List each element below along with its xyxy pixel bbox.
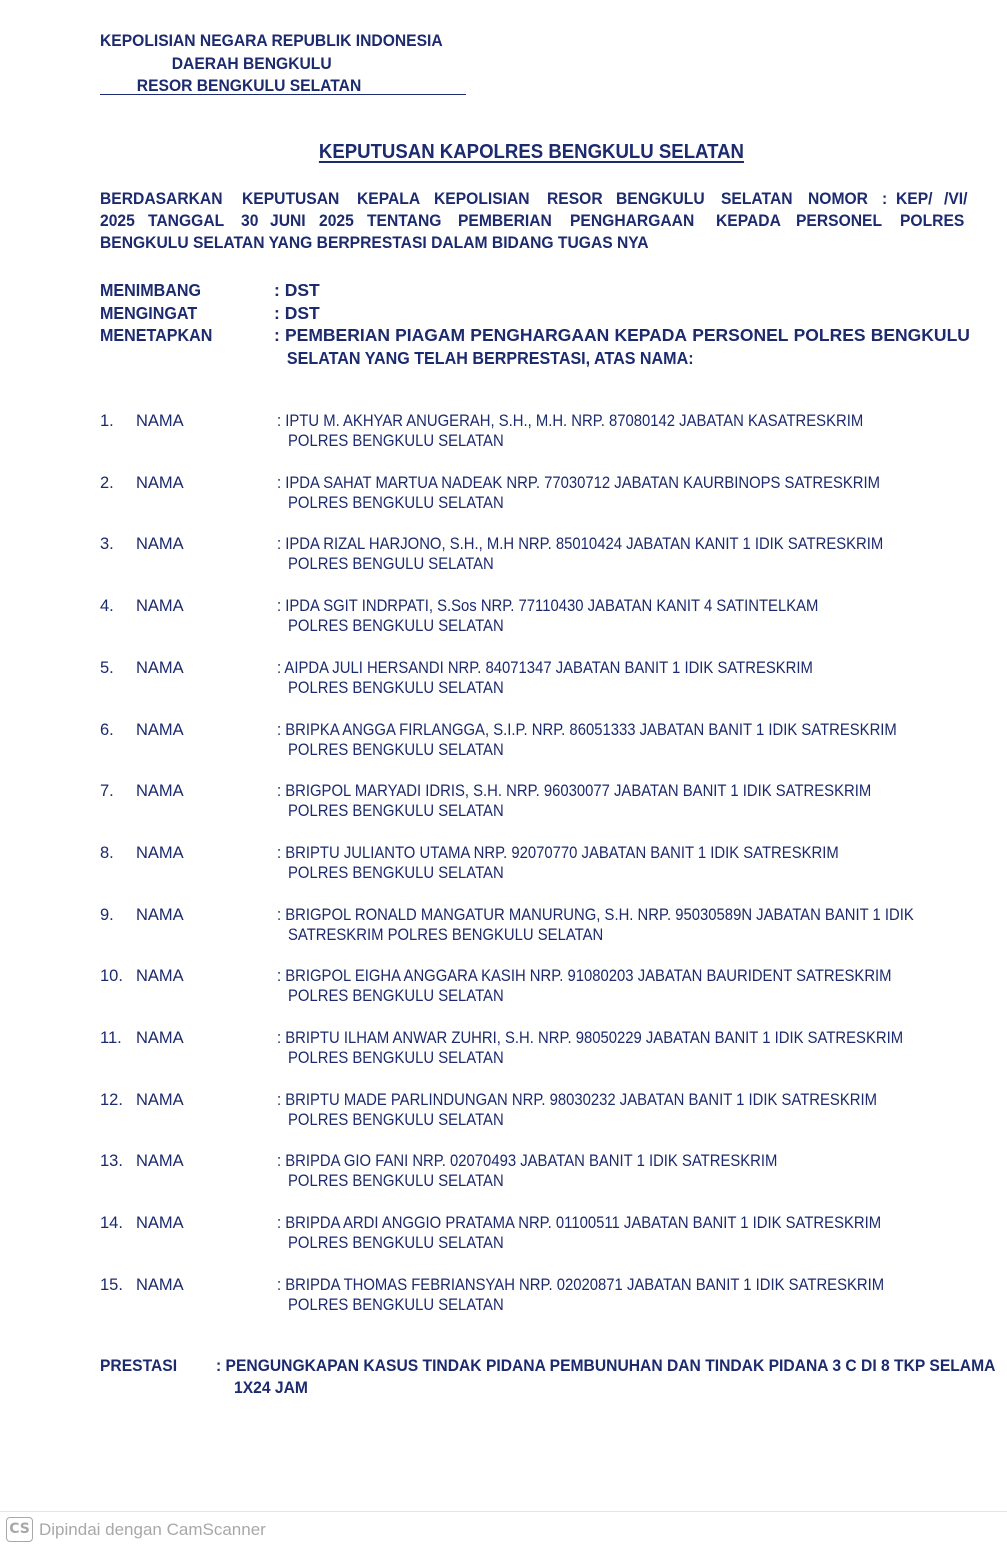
personnel-detail-line-2: POLRES BENGKULU SELATAN [288,1172,504,1190]
document-title [0,141,1007,164]
personnel-label: NAMA [136,1091,184,1109]
prestasi-label: PRESTASI [100,1356,178,1375]
personnel-label: NAMA [136,1152,184,1170]
pre-line1-word: BERDASARKAN [100,189,223,208]
pre-line1-word: KEPUTUSAN [241,189,340,208]
pre-line2-word: PENGHARGAAN [570,211,695,230]
pre-line1-word: /VI/ [944,189,968,208]
personnel-number: 11. [100,1029,122,1047]
camscanner-text: Dipindai dengan CamScanner [39,1519,266,1539]
personnel-detail-line-2: POLRES BENGKULU SELATAN [288,1111,504,1129]
personnel-number: 9. [100,906,114,924]
prestasi-value-line-1: : PENGUNGKAPAN KASUS TINDAK PIDANA PEMBUNUHAN DAN TINDAK PIDANA 3 C DI 8 TKP SELAMA [216,1356,996,1375]
pre-line2-word: PEMBERIAN [458,211,552,230]
letterhead-line-1: KEPOLISIAN NEGARA REPUBLIK INDONESIA [100,31,443,50]
personnel-detail-line-2: POLRES BENGKULU SELATAN [288,864,504,882]
mengingat-row [100,302,970,325]
menetapkan-line1-word: PENGHARGAAN [470,325,610,345]
personnel-detail-line-2: POLRES BENGULU SELATAN [288,555,494,573]
personnel-number: 12. [100,1091,123,1109]
personnel-number: 8. [100,844,114,862]
personnel-label: NAMA [136,412,184,430]
personnel-detail-line-1: : BRIGPOL EIGHA ANGGARA KASIH NRP. 91080203 JABATAN BAURIDENT SATRESKRIM [277,967,892,985]
personnel-label: NAMA [136,967,184,985]
pre-line2-word: TANGGAL [148,211,225,230]
personnel-number: 4. [100,597,114,615]
personnel-number: 5. [100,659,114,677]
personnel-detail-line-1: : BRIGPOL RONALD MANGATUR MANURUNG, S.H. NRP. 95030589N JABATAN BANIT 1 IDIK [277,906,914,924]
personnel-label: NAMA [136,535,184,553]
menetapkan-line1-word: PIAGAM [395,325,466,345]
personnel-detail-line-1: : BRIGPOL MARYADI IDRIS, S.H. NRP. 96030077 JABATAN BANIT 1 IDIK SATRESKRIM [277,782,872,800]
pre-line1-word: RESOR [546,189,603,208]
pre-line1-word: SELATAN [721,189,793,208]
letterhead-line-2: DAERAH BENGKULU [171,53,332,73]
personnel-label: NAMA [136,1214,184,1232]
personnel-detail-line-1: : BRIPTU ILHAM ANWAR ZUHRI, S.H. NRP. 98050229 JABATAN BANIT 1 IDIK SATRESKRIM [277,1029,904,1047]
menimbang-row [100,279,970,302]
personnel-detail-line-1: : IPTU M. AKHYAR ANUGERAH, S.H., M.H. NRP. 87080142 JABATAN KASATRESKRIM [277,412,864,430]
menetapkan-line1-word: KEPADA [614,325,688,345]
menetapkan-row [100,324,970,369]
preamble-line-3-text: BENGKULU SELATAN YANG BERPRESTASI DALAM BIDANG TUGAS NYA [100,233,649,252]
menetapkan-line-1 [274,324,970,347]
pre-line1-word: KEPOLISIAN [433,189,530,208]
personnel-label: NAMA [136,474,184,492]
document-title-text: KEPUTUSAN KAPOLRES BENGKULU SELATAN [318,141,744,163]
personnel-number: 6. [100,721,114,739]
preamble-line-3 [100,232,970,254]
pre-line2-word: KEPADA [715,211,781,230]
pre-line1-word: KEP/ [895,189,933,208]
footer-divider [0,1511,1007,1512]
letterhead [100,30,466,98]
menetapkan-label: MENETAPKAN [100,325,213,345]
personnel-detail-line-1: : BRIPTU MADE PARLINDUNGAN NRP. 98030232 JABATAN BANIT 1 IDIK SATRESKRIM [277,1091,877,1109]
personnel-detail-line-1: : BRIPDA ARDI ANGGIO PRATAMA NRP. 01100511 JABATAN BANIT 1 IDIK SATRESKRIM [277,1214,882,1232]
mengingat-label: MENGINGAT [100,302,198,323]
personnel-detail-line-2: POLRES BENGKULU SELATAN [288,802,504,820]
personnel-detail-line-2: POLRES BENGKULU SELATAN [288,1234,504,1252]
pre-line1-word: BENGKULU [615,189,705,208]
menimbang-label: MENIMBANG [100,280,202,300]
personnel-number: 15. [100,1276,123,1294]
personnel-label: NAMA [136,659,184,677]
preamble-line-2 [100,210,970,232]
personnel-label: NAMA [136,906,184,924]
personnel-detail-line-1: : IPDA SGIT INDRPATI, S.Sos NRP. 77110430 JABATAN KANIT 4 SATINTELKAM [277,597,819,615]
pre-line2-word: 30 [241,211,259,230]
menetapkan-line-2: SELATAN YANG TELAH BERPRESTASI, ATAS NAMA: [286,347,694,368]
letterhead-underline [100,94,466,95]
personnel-detail-line-1: : BRIPDA GIO FANI NRP. 02070493 JABATAN BANIT 1 IDIK SATRESKRIM [277,1152,778,1170]
letterhead-line-3: RESOR BENGKULU SELATAN [136,76,362,95]
pre-line1-word: : [881,189,887,208]
pre-line2-word: TENTANG [367,211,442,230]
personnel-number: 2. [100,474,114,492]
personnel-detail-line-1: : IPDA RIZAL HARJONO, S.H., M.H NRP. 85010424 JABATAN KANIT 1 IDIK SATRESKRIM [277,535,884,553]
decision-section [100,279,970,369]
menetapkan-line1-word: POLRES [793,325,866,345]
menetapkan-line1-word: : [274,325,280,345]
pre-line2-word: PERSONEL [796,211,883,230]
personnel-detail-line-2: POLRES BENGKULU SELATAN [288,1049,504,1067]
camscanner-logo-icon: CS [6,1517,33,1542]
personnel-detail-line-2: POLRES BENGKULU SELATAN [288,432,504,450]
personnel-label: NAMA [136,782,184,800]
menetapkan-value [274,324,970,369]
personnel-number: 10. [100,967,123,985]
personnel-label: NAMA [136,844,184,862]
personnel-label: NAMA [136,597,184,615]
personnel-detail-line-1: : IPDA SAHAT MARTUA NADEAK NRP. 77030712 JABATAN KAURBINOPS SATRESKRIM [277,474,880,492]
camscanner-watermark [6,1517,266,1542]
pre-line2-word: 2025 [319,211,354,230]
personnel-number: 1. [100,412,114,430]
pre-line1-word: KEPALA [356,189,420,208]
personnel-detail-line-2: POLRES BENGKULU SELATAN [288,494,504,512]
personnel-detail-line-2: SATRESKRIM POLRES BENGKULU SELATAN [288,926,604,944]
mengingat-value: : DST [274,302,320,323]
menetapkan-line1-word: BENGKULU [870,325,970,345]
pre-line2-word: JUNI [270,211,306,230]
personnel-detail-line-1: : BRIPKA ANGGA FIRLANGGA, S.I.P. NRP. 86051333 JABATAN BANIT 1 IDIK SATRESKRIM [277,721,897,739]
personnel-label: NAMA [136,1029,184,1047]
personnel-number: 3. [100,535,114,553]
personnel-label: NAMA [136,1276,184,1294]
prestasi-value-line-2: 1X24 JAM [234,1378,308,1397]
preamble [100,188,970,254]
pre-line2-word: 2025 [100,211,135,230]
menetapkan-line1-word: PERSONEL [692,325,789,345]
personnel-detail-line-1: : AIPDA JULI HERSANDI NRP. 84071347 JABATAN BANIT 1 IDIK SATRESKRIM [277,659,813,677]
personnel-number: 14. [100,1214,123,1232]
pre-line1-word: NOMOR [807,189,868,208]
personnel-number: 7. [100,782,114,800]
personnel-detail-line-2: POLRES BENGKULU SELATAN [288,987,504,1005]
personnel-label: NAMA [136,721,184,739]
pre-line2-word: POLRES [900,211,965,230]
personnel-detail-line-2: POLRES BENGKULU SELATAN [288,617,504,635]
personnel-detail-line-2: POLRES BENGKULU SELATAN [288,741,504,759]
personnel-detail-line-2: POLRES BENGKULU SELATAN [288,1296,504,1314]
personnel-number: 13. [100,1152,123,1170]
menimbang-value: : DST [274,280,320,300]
preamble-line-1 [100,188,970,210]
personnel-detail-line-1: : BRIPDA THOMAS FEBRIANSYAH NRP. 02020871 JABATAN BANIT 1 IDIK SATRESKRIM [277,1276,885,1294]
personnel-detail-line-1: : BRIPTU JULIANTO UTAMA NRP. 92070770 JABATAN BANIT 1 IDIK SATRESKRIM [277,844,839,862]
personnel-detail-line-2: POLRES BENGKULU SELATAN [288,679,504,697]
menetapkan-line1-word: PEMBERIAN [284,325,390,345]
